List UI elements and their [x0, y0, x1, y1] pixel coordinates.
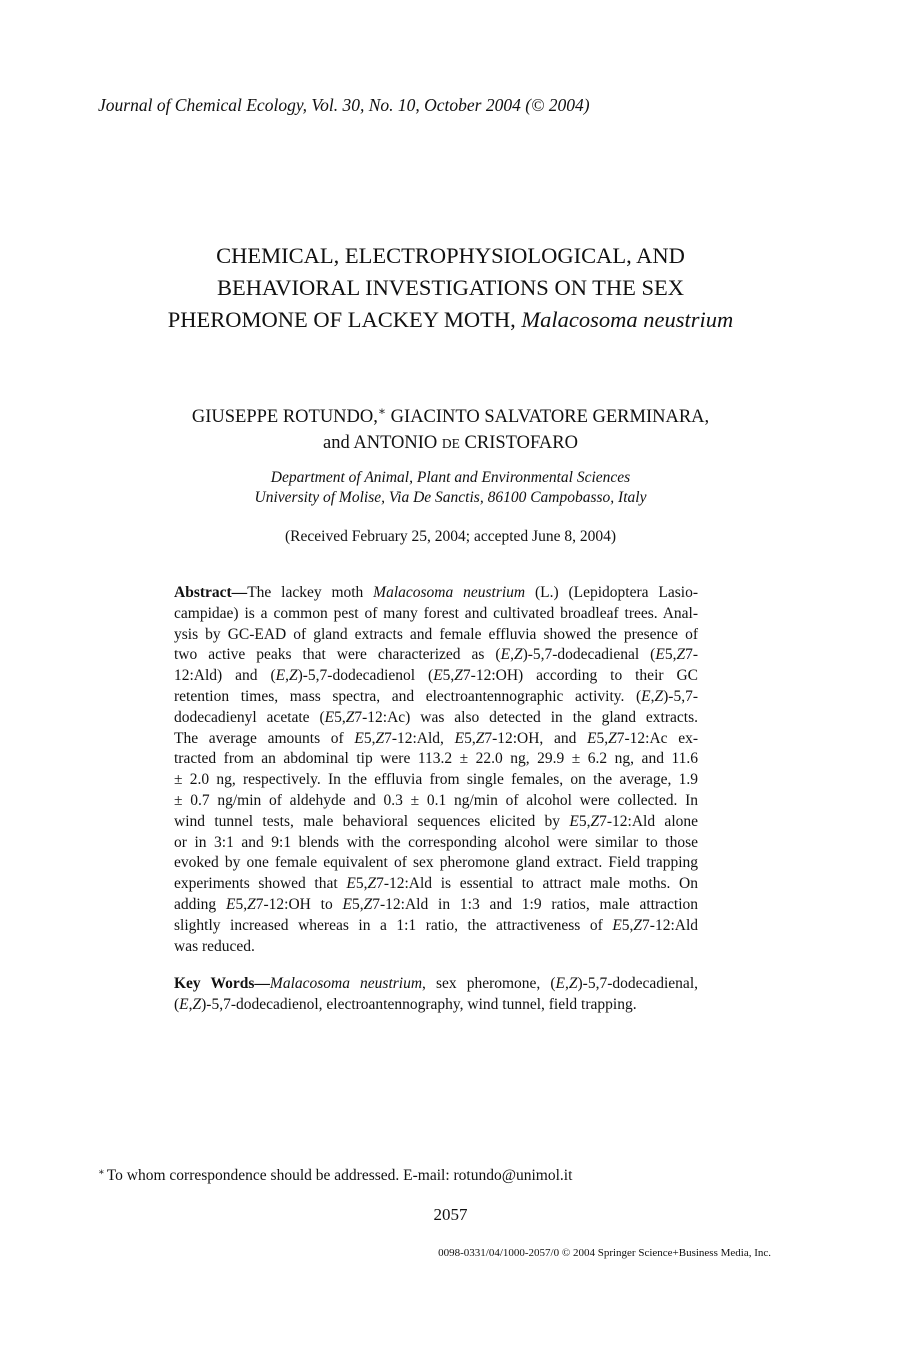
abstract-text: (L.) (Lepidoptera Lasio- — [525, 584, 698, 601]
correspondence-footnote — [98, 1167, 572, 1185]
abstract-line: dodecadienyl acetate (E5,Z7-12:Ac) was also detected in the gland extracts. — [174, 708, 698, 726]
correspondence-mark: ∗ — [377, 404, 387, 418]
abstract-label: Abstract— — [174, 584, 248, 601]
affiliation-department: Department of Animal, Plant and Environmental Sciences — [270, 469, 631, 486]
keywords-line: Key Words—Malacosoma neustrium, sex pheromone, (E,Z)-5,7-dodecadienal, — [174, 975, 698, 992]
title-line-1: CHEMICAL, ELECTROPHYSIOLOGICAL, AND — [216, 243, 685, 268]
abstract-species-name: Malacosoma neustrium — [373, 584, 526, 601]
abstract-line: 12:Ald) and (E,Z)-5,7-dodecadienol (E5,Z7-12:OH) according to their GC — [174, 667, 698, 685]
author-particle: DE — [441, 436, 460, 451]
abstract-line: ± 0.7 ng/min of aldehyde and 0.3 ± 0.1 ng/min of alcohol were collected. In — [174, 791, 698, 809]
abstract-line: experiments showed that E5,Z7-12:Ald is essential to attract male moths. On — [174, 875, 698, 893]
abstract-line — [174, 583, 698, 604]
title-line-3 — [60, 304, 841, 336]
key-words — [174, 974, 698, 1016]
author-rotundo: GIUSEPPE ROTUNDO, — [191, 407, 378, 427]
keywords-line: (E,Z)-5,7-dodecadienol, electroantennography, wind tunnel, field trapping. — [174, 995, 637, 1013]
abstract-line: ± 2.0 ng, respectively. In the effluvia from single females, on the average, 1.9 — [174, 771, 698, 789]
abstract-line: ysis by GC-EAD of gland extracts and female effluvia showed the presence of — [174, 625, 698, 643]
abstract-line: or in 3:1 and 9:1 blends with the corresponding alcohol were similar to those — [174, 833, 698, 851]
affiliation — [60, 468, 841, 508]
abstract-line: was reduced. — [174, 937, 255, 955]
abstract — [174, 583, 698, 957]
author-list — [60, 398, 841, 457]
abstract-line: tracted from an abdominal tip were 113.2 ± 22.0 ng, 29.9 ± 6.2 ng, and 11.6 — [174, 750, 698, 768]
author-conjunction: and ANTONIO — [323, 433, 442, 453]
keyword-species-name: Malacosoma neustrium — [269, 975, 423, 992]
abstract-line: evoked by one female equivalent of sex pheromone gland extract. Field trapping — [174, 854, 698, 872]
page-number: 2057 — [433, 1205, 468, 1224]
abstract-line: wind tunnel tests, male behavioral sequences elicited by E5,Z7-12:Ald alone — [174, 812, 699, 830]
authors-line-2 — [60, 430, 841, 457]
abstract-line: The average amounts of E5,Z7-12:Ald, E5,Z7-12:OH, and E5,Z7-12:Ac ex- — [174, 729, 698, 747]
abstract-line: two active peaks that were characterized as (E,Z)-5,7-dodecadienal (E5,Z7- — [174, 646, 698, 664]
abstract-line: slightly increased whereas in a 1:1 ratio, the attractiveness of E5,Z7-12:Ald — [174, 916, 698, 934]
copyright-notice: 0098-0331/04/1000-2057/0 © 2004 Springer Science+Business Media, Inc. — [438, 1247, 771, 1259]
author-cristofaro: CRISTOFARO — [459, 433, 578, 453]
title-species-name: Malacosoma neustrium — [521, 307, 734, 332]
title-line-2: BEHAVIORAL INVESTIGATIONS ON THE SEX — [216, 275, 685, 300]
footnote-text: To whom correspondence should be addressed. E-mail: rotundo@unimol.it — [106, 1167, 573, 1184]
received-accepted-dates: (Received February 25, 2004; accepted June 8, 2004) — [285, 528, 616, 545]
abstract-text: The lackey moth — [247, 584, 374, 601]
abstract-line: campidae) is a common pest of many forest and cultivated broadleaf trees. Anal- — [174, 604, 698, 622]
keywords-label: Key Words— — [174, 975, 270, 992]
abstract-line: adding E5,Z7-12:OH to E5,Z7-12:Ald in 1:3 and 1:9 ratios, male attraction — [174, 895, 698, 913]
title-line-3-text: PHEROMONE OF LACKEY MOTH, — [167, 307, 522, 332]
journal-citation: Journal of Chemical Ecology, Vol. 30, No. 10, October 2004 (© 2004) — [98, 95, 590, 115]
abstract-line: retention times, mass spectra, and electroantennographic activity. (E,Z)-5,7- — [174, 687, 698, 705]
affiliation-university: University of Molise, Via De Sanctis, 86100 Campobasso, Italy — [254, 489, 647, 506]
footnote-mark: ∗ — [98, 1167, 105, 1178]
author-germinara: GIACINTO SALVATORE GERMINARA, — [386, 407, 710, 427]
authors-line-1 — [60, 398, 841, 430]
article-title — [60, 240, 841, 336]
